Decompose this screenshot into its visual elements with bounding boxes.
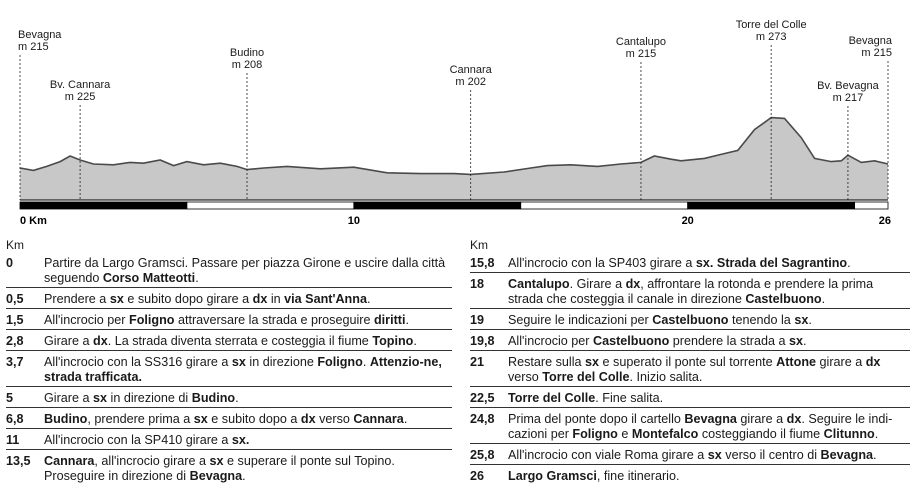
itinerary-text-bold: sx xyxy=(93,391,108,405)
itinerary-text-normal: All'incrocio con viale Roma girare a xyxy=(508,448,708,462)
itinerary-text-bold: Bevagna xyxy=(820,448,874,462)
place-name: Bevagna xyxy=(18,29,62,41)
itinerary-text xyxy=(44,355,452,385)
itinerary-text-normal: All'incrocio con la SS316 girare a xyxy=(44,355,232,369)
itinerary-text-normal: Restare sulla xyxy=(508,355,585,369)
itinerary-text-bold: sx xyxy=(788,334,803,348)
itinerary-row xyxy=(470,411,910,444)
itinerary-text-bold: Torre del Colle xyxy=(508,391,596,405)
itinerary-text-normal: verso xyxy=(508,370,543,384)
itinerary-text xyxy=(508,313,910,328)
place-elevation: m 215 xyxy=(18,41,49,53)
itinerary-text-normal: Girare a xyxy=(44,334,93,348)
itinerary-km: 1,5 xyxy=(6,313,24,327)
itinerary-text-normal: in direzione di xyxy=(107,391,192,405)
itinerary-text-bold: Castelbuono xyxy=(593,334,670,348)
itinerary-row xyxy=(470,276,910,309)
place-name: Bevagna xyxy=(848,35,892,47)
place-name: Cannara xyxy=(449,64,492,76)
itinerary-text-bold: Topino xyxy=(372,334,414,348)
itinerary-text-normal: . xyxy=(413,334,417,348)
place-name: Cantalupo xyxy=(615,36,667,48)
itinerary-text-normal: e superato il ponte sul torrente xyxy=(599,355,777,369)
place-elevation: m 215 xyxy=(861,47,892,59)
itinerary-text-bold: Foligno xyxy=(317,355,363,369)
itinerary-text-bold: dx xyxy=(300,412,316,426)
itinerary-text-normal: Partire da Largo Gramsci. Passare per piazza Girone e uscire dalla città seguendo xyxy=(44,256,446,285)
itinerary-text-normal: e subito dopo girare a xyxy=(123,292,253,306)
km-scale-segment xyxy=(187,202,354,209)
km-scale-segment xyxy=(20,202,187,209)
itinerary-row xyxy=(6,411,452,429)
itinerary-text-normal: Prendere a xyxy=(44,292,110,306)
itinerary-km: 19 xyxy=(470,313,485,327)
x-tick-label: 26 xyxy=(878,215,891,227)
km-axis-layer xyxy=(20,200,891,227)
itinerary-text-normal: verso xyxy=(315,412,354,426)
place-name: Bv. Bevagna xyxy=(817,80,879,92)
itinerary-text-normal: . xyxy=(821,292,826,306)
itinerary-text xyxy=(44,412,452,427)
itinerary-row xyxy=(470,255,910,273)
itinerary-text-normal: . xyxy=(405,313,409,327)
itinerary-text-normal: Girare a xyxy=(44,391,93,405)
itinerary-row xyxy=(470,333,910,351)
itinerary-text-normal: . xyxy=(803,334,807,348)
km-scale-segment xyxy=(688,202,855,209)
itinerary-text-normal: . Inizio salita. xyxy=(629,370,703,384)
itinerary-row xyxy=(6,390,452,408)
place-name: Bv. Cannara xyxy=(49,79,111,91)
itinerary-text-normal: . xyxy=(873,448,877,462)
itinerary-row xyxy=(6,312,452,330)
itinerary-text xyxy=(508,256,910,271)
place-name: Torre del Colle xyxy=(735,19,807,31)
itinerary-text-bold: sx. Strada del Sagrantino xyxy=(695,256,848,270)
itinerary-km: 11 xyxy=(6,433,20,447)
itinerary-text-normal: costeggiando il fiume xyxy=(698,427,824,441)
itinerary-text-bold: dx xyxy=(865,355,881,369)
itinerary-text-normal: e subito dopo a xyxy=(207,412,301,426)
itinerary-km: 19,8 xyxy=(470,334,495,348)
itinerary-text-normal: girare a xyxy=(736,412,787,426)
itinerary-text-bold: dx xyxy=(252,292,268,306)
itinerary-text-normal: . Girare a xyxy=(569,277,626,291)
itinerary-text-normal: Seguire le indicazioni per xyxy=(508,313,653,327)
place-elevation: m 217 xyxy=(832,92,864,104)
itinerary-row xyxy=(6,291,452,309)
itinerary-text-normal: girare a xyxy=(816,355,866,369)
itinerary-text-normal: . xyxy=(242,469,246,483)
itinerary-km: 15,8 xyxy=(470,256,495,270)
itinerary-text-bold: Largo Gramsci xyxy=(508,469,597,483)
itinerary-left-rows xyxy=(6,255,452,485)
itinerary-text-bold: sx. xyxy=(231,433,250,447)
itinerary-text-normal: . La strada diventa sterrata e costeggia il fiume xyxy=(107,334,373,348)
km-scale-segment xyxy=(855,202,888,209)
itinerary-row xyxy=(6,255,452,288)
itinerary-text-normal: . xyxy=(874,427,879,441)
km-scale-segment xyxy=(354,202,521,209)
itinerary-text-bold: sx xyxy=(707,448,722,462)
itinerary-row xyxy=(470,312,910,330)
itinerary-row xyxy=(470,468,910,485)
place-elevation: m 273 xyxy=(755,31,787,43)
itinerary-km: 25,8 xyxy=(470,448,495,462)
itinerary-right-column xyxy=(470,238,910,488)
itinerary-km: 5 xyxy=(6,391,14,405)
itinerary-text-normal: , all'incrocio girare a xyxy=(94,454,210,468)
itinerary-text xyxy=(44,256,452,286)
profile-fill xyxy=(20,118,888,200)
itinerary-text xyxy=(44,454,452,484)
x-tick-label: 20 xyxy=(681,215,694,227)
itinerary-text xyxy=(508,412,910,442)
itinerary-text-bold: Cannara xyxy=(44,454,95,468)
itinerary-text-normal: All'incrocio con la SP403 girare a xyxy=(508,256,696,270)
itinerary-text-normal: All'incrocio con la SP410 girare a xyxy=(44,433,232,447)
itinerary-row xyxy=(6,432,452,450)
itinerary-km: 18 xyxy=(470,277,485,291)
itinerary-text-bold: Bevagna xyxy=(684,412,737,426)
itinerary-text xyxy=(44,292,452,307)
itinerary-km: 13,5 xyxy=(6,454,31,468)
profile-area-layer xyxy=(20,118,888,200)
itinerary-text-bold: Foligno xyxy=(129,313,175,327)
itinerary-text-bold: Cannara xyxy=(353,412,404,426)
itinerary-row xyxy=(470,447,910,465)
itinerary-text xyxy=(508,277,910,307)
itinerary-km: 22,5 xyxy=(470,391,495,405)
itinerary-left-column xyxy=(6,238,452,488)
itinerary-km: 26 xyxy=(470,469,485,483)
itinerary-text xyxy=(508,391,910,406)
itinerary-text-normal: , affrontare la rotonda e prendere la prima strada che costeggia il canale in direzione xyxy=(508,277,874,306)
itinerary-text-bold: sx xyxy=(585,355,600,369)
itinerary-text-bold: sx xyxy=(231,355,246,369)
itinerary-row xyxy=(470,390,910,408)
itinerary-text-normal: tenendo la xyxy=(728,313,795,327)
itinerary-text-bold: Budino xyxy=(191,391,236,405)
itinerary-text-bold: dx xyxy=(625,277,641,291)
itinerary-text-bold: Montefalco xyxy=(631,427,699,441)
itinerary-text xyxy=(44,391,452,406)
place-elevation: m 202 xyxy=(455,76,486,88)
itinerary-text-normal: Prima del ponte dopo il cartello xyxy=(508,412,685,426)
itinerary-km: 0 xyxy=(6,256,14,270)
itinerary-text-normal: . xyxy=(847,256,851,270)
itinerary-text-normal: , fine itinerario. xyxy=(596,469,680,483)
km-scale-segment xyxy=(521,202,688,209)
itinerary-row xyxy=(6,453,452,485)
itinerary-text xyxy=(508,355,910,385)
itinerary-text-bold: Attenzio-ne, strada trafficata. xyxy=(44,355,442,384)
itinerary-text-normal: prendere la strada a xyxy=(669,334,789,348)
itinerary-text-bold: Castelbuono xyxy=(745,292,822,306)
itinerary-text-normal: e xyxy=(617,427,632,441)
itinerary-km: 6,8 xyxy=(6,412,24,426)
itinerary-row xyxy=(6,354,452,387)
itinerary-text-bold: Castelbuono xyxy=(652,313,729,327)
itinerary-text-normal: All'incrocio per xyxy=(508,334,593,348)
itinerary-text-normal: . xyxy=(366,292,371,306)
place-elevation: m 225 xyxy=(64,91,96,103)
itinerary-text-bold: Corso Matteotti xyxy=(102,271,196,285)
itinerary-text-bold: Bevagna xyxy=(189,469,243,483)
itinerary-km: 3,7 xyxy=(6,355,24,369)
itinerary-text-bold: Foligno xyxy=(572,427,618,441)
itinerary-text xyxy=(508,334,910,349)
itinerary-text-bold: dx xyxy=(786,412,802,426)
itinerary-text-normal: . xyxy=(195,271,199,285)
elevation-profile-chart xyxy=(0,0,914,232)
itinerary-text-bold: sx xyxy=(794,313,809,327)
place-name: Budino xyxy=(229,47,265,59)
itinerary-text-normal: e superare il ponte sul Topino. Proseguire in direzione di xyxy=(44,454,395,483)
itinerary-text xyxy=(44,313,452,328)
itinerary-text-bold: dx xyxy=(93,334,108,348)
itinerary-text xyxy=(508,448,910,463)
itinerary-text-bold: via Sant'Anna xyxy=(284,292,367,306)
itinerary-text-normal: in xyxy=(267,292,285,306)
place-elevation: m 215 xyxy=(625,48,657,60)
itinerary-km: 21 xyxy=(470,355,485,369)
itinerary-text-normal: . xyxy=(808,313,812,327)
itinerary-right-rows xyxy=(470,255,910,485)
itinerary-text-bold: sx xyxy=(193,412,208,426)
itinerary-text-normal: . Seguire le indi-cazioni per xyxy=(508,412,893,441)
itinerary-km: 0,5 xyxy=(6,292,24,306)
itinerary-text xyxy=(44,433,452,448)
itinerary-text-normal: . xyxy=(403,412,408,426)
itinerary-text-bold: diritti xyxy=(373,313,406,327)
itinerary-text-normal: verso il centro di xyxy=(721,448,821,462)
itinerary-text-bold: Attone xyxy=(776,355,817,369)
x-tick-label: 10 xyxy=(347,215,360,227)
itinerary-row xyxy=(470,354,910,387)
place-elevation: m 208 xyxy=(231,59,263,71)
itinerary-text-normal: . Fine salita. xyxy=(595,391,664,405)
itinerary-text-normal: . xyxy=(362,355,370,369)
itinerary-text-bold: sx xyxy=(109,292,124,306)
place-labels-layer xyxy=(18,19,893,104)
itinerary-text-normal: All'incrocio per xyxy=(44,313,129,327)
itinerary-text-normal: , prendere prima a xyxy=(87,412,194,426)
x-tick-label: 0 Km xyxy=(20,215,47,227)
itinerary-text-bold: sx xyxy=(209,454,224,468)
itinerary-text-normal: in direzione xyxy=(245,355,318,369)
itinerary-text-bold: Cantalupo xyxy=(508,277,570,291)
itinerary-text-bold: Torre del Colle xyxy=(542,370,630,384)
itinerary-text xyxy=(44,334,452,349)
km-header-left: Km xyxy=(6,238,24,252)
itinerary-km: 2,8 xyxy=(6,334,24,348)
itinerary-km: 24,8 xyxy=(470,412,495,426)
itinerary-row xyxy=(6,333,452,351)
itinerary-text-bold: Clitunno xyxy=(823,427,875,441)
itinerary-text xyxy=(508,469,910,484)
itinerary-text-bold: Budino xyxy=(44,412,88,426)
km-header-right: Km xyxy=(470,238,488,252)
itinerary-text-normal: attraversare la strada e proseguire xyxy=(174,313,374,327)
itinerary-text-normal: . xyxy=(235,391,239,405)
